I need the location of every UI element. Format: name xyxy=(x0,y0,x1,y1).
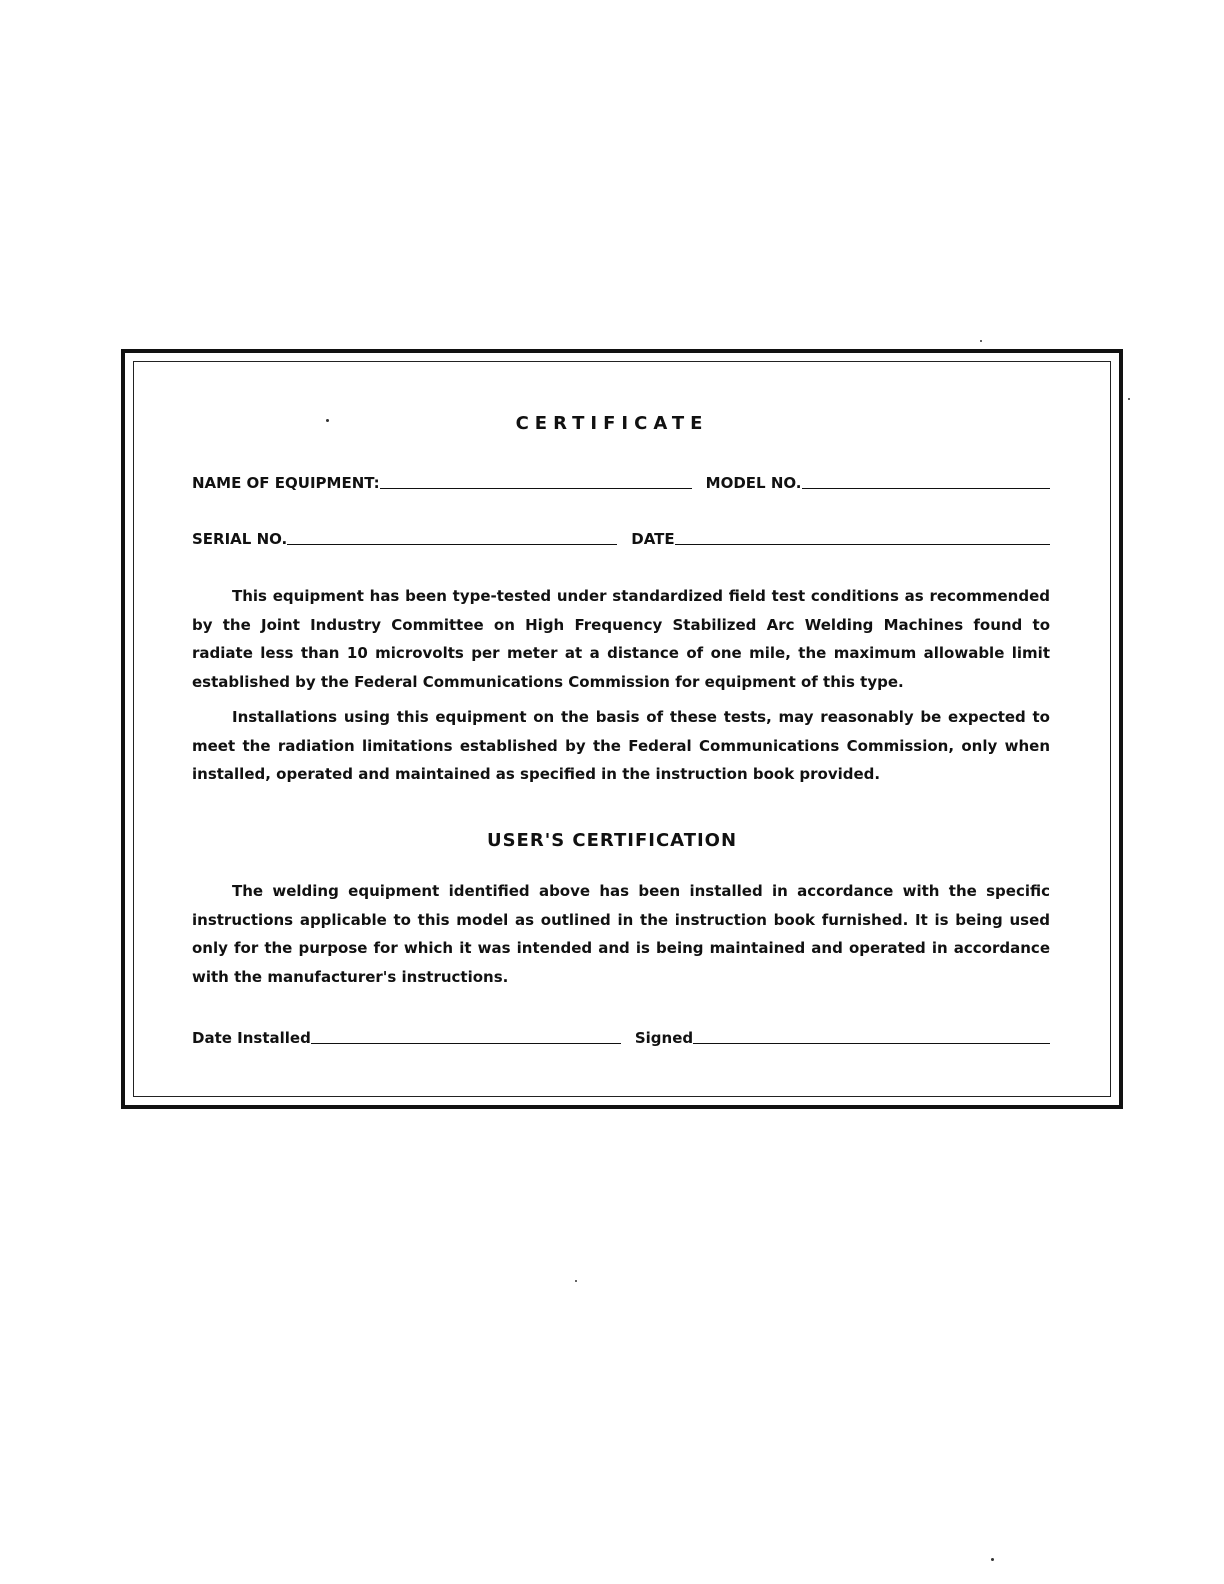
installations-paragraph: Installations using this equipment on the basis of these tests, may reasonably be expected to meet the radiation limitations established by the Federal Communications Commission, only when installed, operated and maintained as specified in the instruction book provided. xyxy=(192,708,1050,783)
date-label: DATE xyxy=(631,530,675,548)
model-no-field[interactable] xyxy=(802,488,1050,489)
signed-label: Signed xyxy=(634,1029,694,1047)
serial-no-field[interactable] xyxy=(287,544,617,545)
users-certification-paragraph: The welding equipment identified above has been installed in accordance with the specific instructions applicable to this model as outlined in the instruction book furnished. It is being used only for the purpose for which it was intended and is being maintained and operated in accordance with the manufacturer's instructions. xyxy=(192,882,1050,986)
date-installed-signed-row xyxy=(192,1025,1050,1049)
name-of-equipment-label: NAME OF EQUIPMENT: xyxy=(192,474,380,492)
scan-speck xyxy=(991,1558,994,1561)
date-field[interactable] xyxy=(675,544,1050,545)
signed-field[interactable] xyxy=(693,1043,1050,1044)
scan-speck xyxy=(1128,398,1130,400)
scan-speck xyxy=(326,419,329,422)
date-installed-label: Date Installed xyxy=(192,1029,311,1047)
users-certification-title: USER'S CERTIFICATION xyxy=(486,830,738,851)
model-no-label: MODEL NO. xyxy=(705,474,802,492)
name-of-equipment-field[interactable] xyxy=(380,488,692,489)
equipment-model-row xyxy=(192,470,1050,494)
scan-speck xyxy=(980,340,982,342)
certificate-title: CERTIFICATE xyxy=(515,413,709,434)
type-tested-paragraph: This equipment has been type-tested under standardized field test conditions as recommended by the Joint Industry Committee on High Frequency Stabilized Arc Welding Machines found to radiate less than 10 microvolts per meter at a distance of one mile, the maximum allowable limit established by the Federal Communications Commission for equipment of this type. xyxy=(192,587,1050,691)
serial-date-row xyxy=(192,526,1050,550)
scan-speck xyxy=(575,1280,577,1282)
serial-no-label: SERIAL NO. xyxy=(192,530,288,548)
date-installed-field[interactable] xyxy=(311,1043,621,1044)
